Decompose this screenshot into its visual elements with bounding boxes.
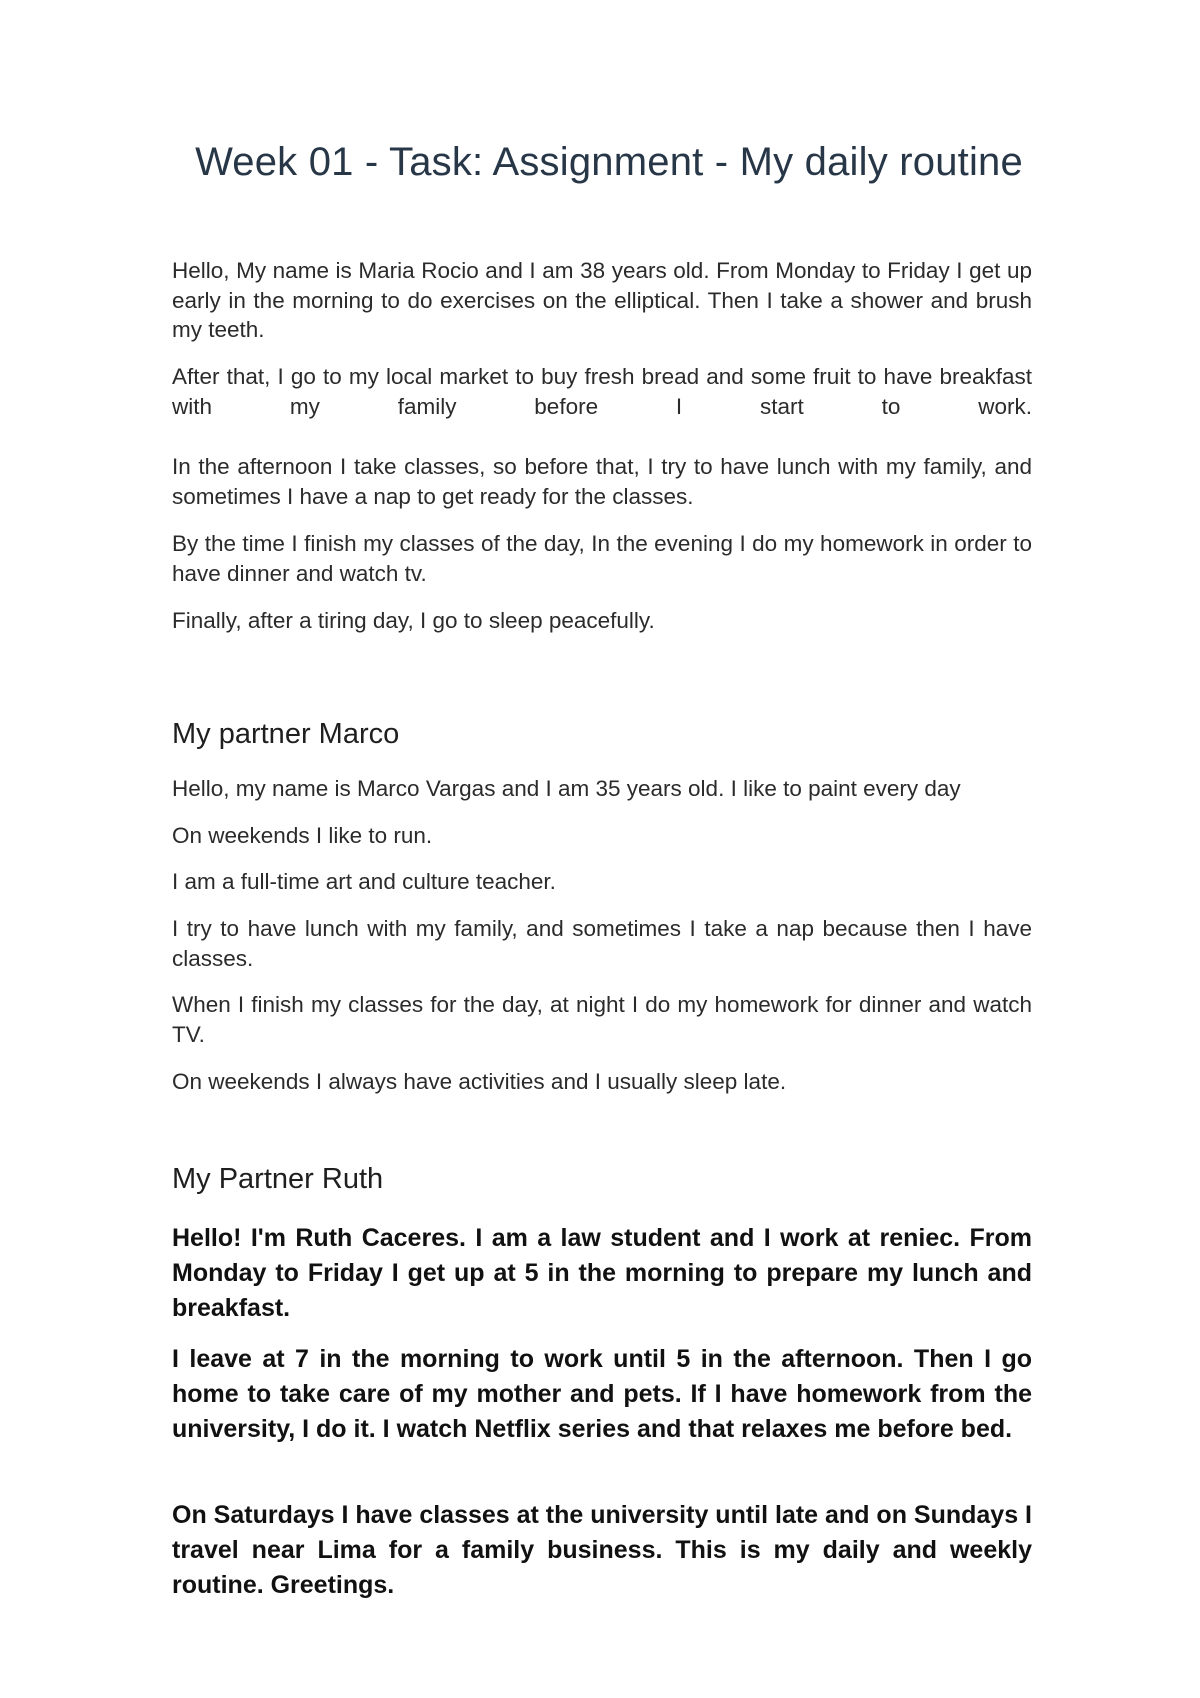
intro-section-2 bbox=[172, 362, 1032, 421]
marco-paragraph: On weekends I like to run. bbox=[172, 823, 433, 848]
intro-paragraph: In the afternoon I take classes, so before that, I try to have lunch with my family, and sometimes I have a nap to get ready for the classes. bbox=[172, 454, 1032, 509]
marco-paragraph: Hello, my name is Marco Vargas and I am 35 years old. I like to paint every day bbox=[172, 776, 961, 801]
intro-section-3 bbox=[172, 452, 1032, 511]
ruth-paragraph: I leave at 7 in the morning to work until 5 in the afternoon. Then I go home to take care of my mother and pets. If I have homework from the university, I do it. I watch Netflix series and that relaxes me before bed. bbox=[172, 1345, 1032, 1443]
marco-heading: My partner Marco bbox=[172, 718, 400, 750]
marco-p6 bbox=[172, 1067, 1032, 1097]
marco-paragraph: I try to have lunch with my family, and sometimes I take a nap because then I have classes. bbox=[172, 916, 1032, 971]
intro-section bbox=[172, 256, 1032, 345]
marco-p1 bbox=[172, 774, 1032, 804]
marco-paragraph: When I finish my classes for the day, at night I do my homework for dinner and watch TV. bbox=[172, 992, 1032, 1047]
intro-paragraph: Hello, My name is Maria Rocio and I am 38 years old. From Monday to Friday I get up early in the morning to do exercises on the elliptical. Then I take a shower and brush my teeth. bbox=[172, 258, 1032, 342]
marco-p5 bbox=[172, 990, 1032, 1049]
intro-paragraph: By the time I finish my classes of the day, In the evening I do my homework in order to have dinner and watch tv. bbox=[172, 531, 1032, 586]
marco-paragraph: I am a full-time art and culture teacher. bbox=[172, 869, 556, 894]
ruth-p2 bbox=[172, 1342, 1032, 1447]
ruth-p3 bbox=[172, 1498, 1032, 1603]
marco-paragraph: On weekends I always have activities and I usually sleep late. bbox=[172, 1069, 787, 1094]
ruth-section bbox=[172, 1163, 1032, 1196]
marco-p2 bbox=[172, 821, 1032, 851]
intro-paragraph: Finally, after a tiring day, I go to sleep peacefully. bbox=[172, 608, 655, 633]
intro-paragraph: After that, I go to my local market to buy fresh bread and some fruit to have breakfast with my family before I start to work. bbox=[172, 364, 1032, 419]
intro-section-5 bbox=[172, 606, 1032, 636]
marco-p4 bbox=[172, 914, 1032, 973]
marco-section bbox=[172, 718, 1032, 751]
ruth-heading: My Partner Ruth bbox=[172, 1163, 384, 1195]
intro-section-4 bbox=[172, 529, 1032, 588]
ruth-paragraph: On Saturdays I have classes at the university until late and on Sundays I travel near Lima for a family business. This is my daily and weekly routine. Greetings. bbox=[172, 1501, 1032, 1599]
ruth-paragraph: Hello! I'm Ruth Caceres. I am a law student and I work at reniec. From Monday to Friday I get up at 5 in the morning to prepare my lunch and breakfast. bbox=[172, 1224, 1032, 1322]
page-title: Week 01 - Task: Assignment - My daily routine bbox=[195, 140, 1023, 184]
ruth-p1 bbox=[172, 1221, 1032, 1326]
marco-p3 bbox=[172, 867, 1032, 897]
